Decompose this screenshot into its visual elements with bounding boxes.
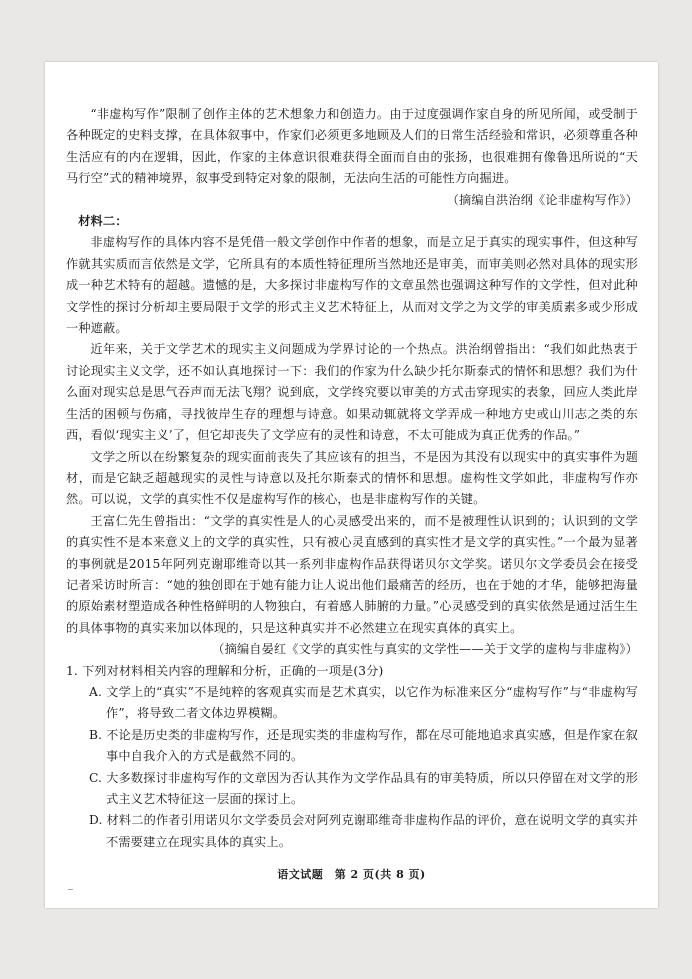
option-d: D. 材料二的作者引用诺贝尔文学委员会对阿列克谢耶维奇非虚构作品的评价，意在说明文学的真实并不需要建立在现实具体的真实上。 xyxy=(89,813,638,849)
paragraph-1: “非虚构写作”限制了创作主体的艺术想象力和创造力。由于过度强调作家自身的所见所闻，或受制于各种既定的史料支撑，在具体叙事中，作家们必须更多地顾及人们的日常生活经验和常识，必须尊重各种生活应有的内在逻辑，因此，作家的主体意识很难获得全面而自由的张扬，也很难拥有像鲁迅所说的“天马行空”式的精神境界，叙事受到特定对象的限制，无法向生活的可能性方向掘进。 xyxy=(66,107,638,186)
source-citation-1: （摘编自洪治纲《论非虚构写作》） xyxy=(446,192,638,207)
question-stem: 1. 下列对材料相关内容的理解和分析，正确的一项是(3分) xyxy=(66,663,384,678)
exam-page xyxy=(45,62,658,908)
option-b: B. 不论是历史类的非虚构写作，还是现实类的非虚构写作，都在尽可能地追求真实感，但是作家在叙事中自我介入的方式是截然不同的。 xyxy=(89,727,638,764)
corner-mark: ~ xyxy=(67,885,74,894)
page-footer: 语文试题 第 2 页(共 8 页) xyxy=(277,868,426,881)
paragraph-4: 文学之所以在纷繁复杂的现实面前丧失了其应该有的担当，不是因为其没有以现实中的真实事件为题材，而是它缺乏超越现实的灵性与诗意以及托尔斯泰式的情怀和思想。虚构性文学如此，非虚构写作亦然。可以说，文学的真实性不仅是虚构写作的核心，也是非虚构写作的关键。 xyxy=(66,449,638,507)
paragraph-3: 近年来，关于文学艺术的现实主义问题成为学界讨论的一个热点。洪治纲曾指出：“我们如此热衷于讨论现实主义文学，还不如认真地探讨一下：我们的作家为什么缺少托尔斯泰式的情怀和思想？我们为什么面对现实总是思气吞声而无法飞翔？说到底，文学终究要以审美的方式击穿现实的表象，回应人类此岸生活的困顿与伤痛，寻找彼岸生存的理想与诗意。如果动辄就将文学弄成一种地方史或山川志之类的东西，看似‘现实主义’了，但它却丧失了文学应有的灵性和诗意，不太可能成为真正优秀的作品。” xyxy=(66,342,638,443)
option-a: A. 文学上的“真实”不是纯粹的客观真实而是艺术真实，以它作为标准来区分“虚构写作”与“非虚构写作”，将导致二者文体边界模糊。 xyxy=(89,684,638,721)
page-content xyxy=(66,104,638,853)
option-c: C. 大多数探讨非虚构写作的文章因为否认其作为文学作品具有的审美特质，所以只停留在对文学的形式主义艺术特征这一层面的探讨上。 xyxy=(89,770,638,806)
material-two-heading: 材料二： xyxy=(78,214,128,229)
paragraph-2: 非虚构写作的具体内容不是凭借一般文学创作中作者的想象，而是立足于真实的现实事件，但这种写作就其实质而言依然是文学，它所具有的本质性特征理所当然地还是审美，而审美则必然对具体的现实形成一种艺术特有的超越。遗憾的是，大多探讨非虚构写作的文章虽然也强调这种写作的文学性，但对此种文学性的探讨分析却主要局限于文学的形式主义艺术特征上，从而对文学之为文学的审美质素多或少形成一种遮蔽。 xyxy=(66,235,638,336)
source-citation-2: （摘编自晏红《文学的真实性与真实的文学性——关于文学的虚构与非虚构》） xyxy=(212,642,638,657)
paragraph-5: 王富仁先生曾指出：“文学的真实性是人的心灵感受出来的，而不是被理性认识到的；认识到的文学的真实性不是本来意义上的文学的真实性，只有被心灵直感到的真实性才是文学的真实性。”一个最为显著的事例就是2015年阿列克谢耶维奇以其一系列非虚构作品获得诺贝尔文学奖。诺贝尔文学委员会在接受记者采访时所言：“她的独创即在于她有能力让人说出他们最痛苦的经历，也在于她的才华，能够把海量的原始素材塑造成各种性格鲜明的人物独白，有着感人肺腑的力量。”心灵感受到的真实依然是通过活生生的具体事物的真实来加以体现的，只是这种真实并不必然建立在现实真体的真实上。 xyxy=(66,513,638,635)
